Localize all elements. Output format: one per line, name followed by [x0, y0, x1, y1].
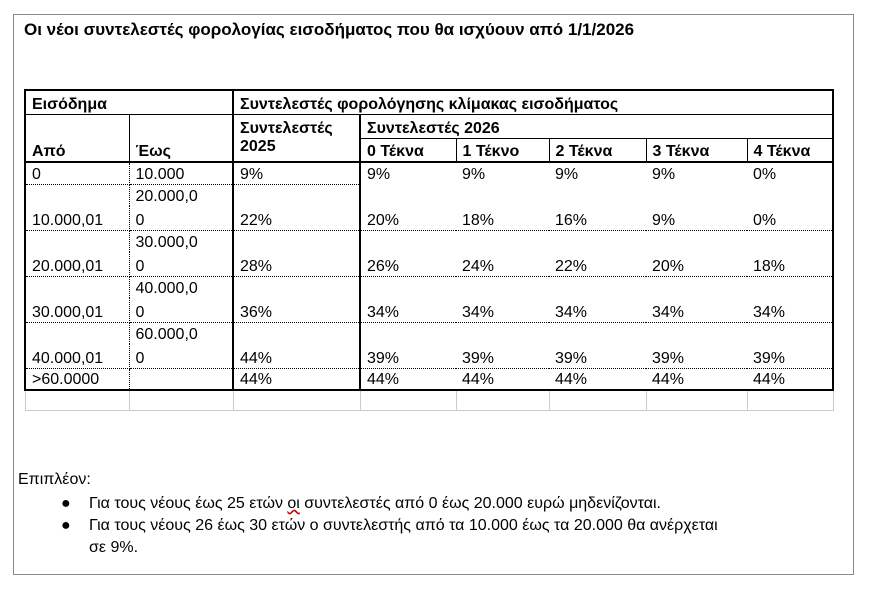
from-cell: 30.000,01 [25, 298, 129, 322]
from-cell: >60.0000 [25, 368, 129, 390]
rate-2026-cell: 9% [360, 162, 456, 184]
to-cell-line1: 40.000,0 [135, 280, 198, 297]
rate-2026-cell: 34% [646, 298, 747, 322]
rate-2026-cell: 34% [747, 298, 833, 322]
to-cell-line2: 0 [129, 344, 233, 368]
rate-2026-cell: 9% [555, 166, 579, 183]
from-cell: 0 [25, 162, 129, 184]
notes-list [49, 493, 839, 559]
rate-2026-cell: 20% [646, 252, 747, 276]
rate-2026-cell: 44% [549, 368, 646, 390]
table-row [25, 162, 833, 184]
rate-2026-cell: 34% [456, 298, 549, 322]
bullet-icon: ● [61, 495, 71, 512]
rate-2026-cell: 0% [747, 162, 833, 184]
rate-2026-cell: 34% [360, 298, 456, 322]
from-cell: 40.000,01 [25, 344, 129, 368]
to-header: Έως [129, 138, 233, 162]
to-cell-line1: 30.000,0 [135, 234, 198, 251]
table-row [25, 344, 833, 368]
rates-header: Συντελεστές φορολόγησης κλίμακας εισοδήματος [233, 90, 833, 114]
rate-2025-cell: 44% [233, 368, 360, 390]
empty-row [25, 390, 833, 410]
rate-2026-cell: 16% [549, 206, 646, 230]
to-cell-line1: 20.000,0 [135, 188, 198, 205]
rate-2026-cell: 39% [646, 344, 747, 368]
note-line-1: Για τους νέους 26 έως 30 ετών ο συντελεστής από τα 10.000 έως τα 20.000 θα ανέρχεται [89, 517, 718, 534]
to-cell: 10.000 [129, 162, 233, 184]
document-title: Οι νέοι συντελεστές φορολογίας εισοδήματος που θα ισχύουν από 1/1/2026 [24, 20, 635, 39]
note-item-young-26-30 [49, 515, 839, 559]
rate-2026-cell: 26% [360, 252, 456, 276]
children-header-0: 0 Τέκνα [360, 138, 456, 162]
children-header-3: 3 Τέκνα [646, 138, 747, 162]
extra-label: Επιπλέον: [18, 471, 91, 488]
rate-2026-cell: 9% [462, 166, 486, 183]
header-row-3 [25, 138, 833, 162]
rate-2026-cell: 20% [360, 206, 456, 230]
table-row [25, 298, 833, 322]
from-cell: 20.000,01 [25, 252, 129, 276]
rate-2026-cell: 22% [549, 252, 646, 276]
rate-2026-cell: 39% [549, 344, 646, 368]
rate-2026-cell: 9% [646, 206, 747, 230]
rate-2026-cell: 44% [456, 368, 549, 390]
header-row-1 [25, 90, 833, 114]
rate-2026-cell: 44% [646, 368, 747, 390]
income-header: Εισόδημα [25, 90, 233, 114]
rates-2026-header: Συντελεστές 2026 [360, 114, 833, 138]
table-row [25, 368, 833, 390]
note-item-young-25: ● Για τους νέους έως 25 ετών οι συντελεστές από 0 έως 20.000 ευρώ μηδενίζονται. [49, 493, 839, 515]
rate-2026-cell: 9% [652, 166, 676, 183]
rate-2025-cell: 9% [233, 162, 360, 184]
rate-2026-cell: 18% [456, 206, 549, 230]
from-cell: 10.000,01 [25, 206, 129, 230]
table-row [25, 206, 833, 230]
rate-2025-cell: 28% [233, 252, 360, 276]
table-row-top [25, 276, 833, 298]
header-row-2 [25, 114, 833, 138]
children-header-2: 2 Τέκνα [549, 138, 646, 162]
rate-2026-cell: 0% [747, 206, 833, 230]
from-header: Από [25, 138, 129, 162]
to-cell-line2: 0 [129, 206, 233, 230]
table-row-top [25, 230, 833, 252]
rate-2025-cell: 36% [233, 298, 360, 322]
spellcheck-word: οι [287, 495, 300, 512]
rate-2026-cell: 39% [456, 344, 549, 368]
to-cell-line2: 0 [129, 252, 233, 276]
rate-2026-cell: 39% [747, 344, 833, 368]
children-header-1: 1 Τέκνο [456, 138, 549, 162]
to-cell-line2: 0 [129, 298, 233, 322]
rate-2026-cell: 24% [456, 252, 549, 276]
rate-2025-cell: 22% [233, 206, 360, 230]
bullet-icon: ● [61, 517, 71, 534]
rates-2025-header-line1: Συντελεστές [233, 114, 360, 138]
rates-2025-header-line2: 2025 [233, 138, 360, 162]
table-row-top [25, 322, 833, 344]
rate-2026-cell: 44% [360, 368, 456, 390]
document-frame [13, 14, 854, 575]
rate-2026-cell: 18% [747, 252, 833, 276]
table-row-top [25, 184, 833, 206]
table-row [25, 252, 833, 276]
rate-2026-cell: 34% [549, 298, 646, 322]
rate-2026-cell: 44% [747, 368, 833, 390]
note-line-2: σε 9%. [89, 539, 139, 556]
children-header-4: 4 Τέκνα [747, 138, 833, 162]
to-cell-line1: 60.000,0 [135, 326, 198, 343]
to-cell [129, 368, 233, 390]
rate-2026-cell: 39% [360, 344, 456, 368]
rate-2025-cell: 44% [233, 344, 360, 368]
tax-rates-table [24, 89, 834, 411]
